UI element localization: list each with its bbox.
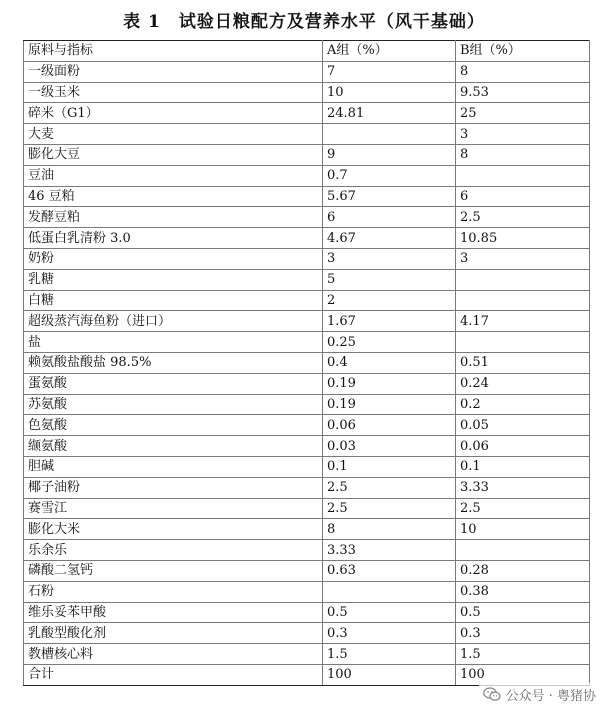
- ingredient-cell: 一级玉米: [24, 82, 323, 103]
- ingredient-cell: 椰子油粉: [24, 477, 323, 498]
- group-a-cell: 24.81: [323, 103, 456, 124]
- table-row: [24, 124, 590, 145]
- group-b-cell: 10.85: [456, 228, 590, 249]
- table-row: [24, 311, 590, 332]
- group-a-cell: 0.06: [323, 415, 456, 436]
- table-row: [24, 415, 590, 436]
- table-row: [24, 207, 590, 228]
- group-b-cell: 0.1: [456, 456, 590, 477]
- table-row: [24, 436, 590, 457]
- table-row: [24, 581, 590, 602]
- group-b-cell: [456, 269, 590, 290]
- watermark: [479, 683, 600, 706]
- ingredient-cell: 碎米（G1）: [24, 103, 323, 124]
- ingredient-cell: 乳糖: [24, 269, 323, 290]
- ingredient-cell: 膨化大豆: [24, 144, 323, 165]
- wechat-icon: [483, 687, 501, 702]
- group-b-cell: 0.24: [456, 373, 590, 394]
- table-row: [24, 82, 590, 103]
- group-b-cell: 4.17: [456, 311, 590, 332]
- ingredient-cell: 赛雪江: [24, 498, 323, 519]
- ingredient-cell: 乐余乐: [24, 540, 323, 561]
- table-row: [24, 144, 590, 165]
- group-a-cell: 9: [323, 144, 456, 165]
- group-b-cell: 0.05: [456, 415, 590, 436]
- group-a-cell: 3.33: [323, 540, 456, 561]
- ingredient-cell: 蛋氨酸: [24, 373, 323, 394]
- group-b-cell: 3: [456, 124, 590, 145]
- group-b-cell: 8: [456, 61, 590, 82]
- table-row: [24, 394, 590, 415]
- group-a-cell: 0.4: [323, 352, 456, 373]
- group-a-cell: 6: [323, 207, 456, 228]
- group-b-cell: 0.06: [456, 436, 590, 457]
- group-a-cell: [323, 581, 456, 602]
- group-b-cell: 3: [456, 248, 590, 269]
- table-row: [24, 623, 590, 644]
- group-b-cell: 1.5: [456, 644, 590, 665]
- group-b-cell: 2.5: [456, 498, 590, 519]
- table-row: [24, 228, 590, 249]
- group-a-cell: 0.19: [323, 394, 456, 415]
- table-row: [24, 519, 590, 540]
- group-a-cell: 1.5: [323, 644, 456, 665]
- table-row: [24, 498, 590, 519]
- group-b-cell: 8: [456, 144, 590, 165]
- group-a-cell: 5.67: [323, 186, 456, 207]
- group-a-cell: 4.67: [323, 228, 456, 249]
- ingredient-cell: 超级蒸汽海鱼粉（进口）: [24, 311, 323, 332]
- total-label: 合计: [24, 664, 323, 685]
- ingredient-cell: 维乐妥苯甲酸: [24, 602, 323, 623]
- watermark-text: 公众号 · 粤猪协: [505, 689, 596, 704]
- group-b-cell: 6: [456, 186, 590, 207]
- table-body: [24, 61, 590, 664]
- ingredient-cell: 膨化大米: [24, 519, 323, 540]
- group-a-cell: [323, 124, 456, 145]
- group-a-cell: 7: [323, 61, 456, 82]
- group-a-cell: 2.5: [323, 477, 456, 498]
- group-a-cell: 0.03: [323, 436, 456, 457]
- group-a-cell: 0.3: [323, 623, 456, 644]
- group-a-cell: 0.19: [323, 373, 456, 394]
- group-b-cell: 25: [456, 103, 590, 124]
- total-group-b: 100: [456, 664, 590, 685]
- table-row: [24, 61, 590, 82]
- table-title: 表 1 试验日粮配方及营养水平（风干基础）: [123, 12, 485, 32]
- ingredient-cell: 教槽核心料: [24, 644, 323, 665]
- group-b-cell: 10: [456, 519, 590, 540]
- ingredient-cell: 缬氨酸: [24, 436, 323, 457]
- group-b-cell: 9.53: [456, 82, 590, 103]
- group-b-cell: 2.5: [456, 207, 590, 228]
- table-row: [24, 332, 590, 353]
- ingredient-cell: 磷酸二氢钙: [24, 560, 323, 581]
- ingredient-cell: 豆油: [24, 165, 323, 186]
- group-b-cell: 0.5: [456, 602, 590, 623]
- group-a-cell: 0.7: [323, 165, 456, 186]
- group-b-cell: [456, 540, 590, 561]
- table-row: [24, 644, 590, 665]
- ingredient-cell: 大麦: [24, 124, 323, 145]
- table-row: [24, 477, 590, 498]
- ingredient-cell: 一级面粉: [24, 61, 323, 82]
- group-a-cell: 0.5: [323, 602, 456, 623]
- ingredient-cell: 低蛋白乳清粉 3.0: [24, 228, 323, 249]
- table-row: [24, 560, 590, 581]
- group-b-cell: [456, 332, 590, 353]
- table-row: [24, 352, 590, 373]
- table-row: [24, 248, 590, 269]
- diet-formula-table: [23, 40, 590, 686]
- group-a-cell: 1.67: [323, 311, 456, 332]
- group-b-cell: 0.3: [456, 623, 590, 644]
- ingredient-cell: 发酵豆粕: [24, 207, 323, 228]
- ingredient-cell: 石粉: [24, 581, 323, 602]
- table-row: [24, 186, 590, 207]
- group-a-cell: 0.63: [323, 560, 456, 581]
- table-row: [24, 602, 590, 623]
- group-b-cell: 0.28: [456, 560, 590, 581]
- group-b-cell: 0.2: [456, 394, 590, 415]
- group-b-cell: 0.51: [456, 352, 590, 373]
- ingredient-cell: 奶粉: [24, 248, 323, 269]
- group-a-cell: 5: [323, 269, 456, 290]
- header-ingredient: 原料与指标: [24, 41, 323, 62]
- group-b-cell: 0.38: [456, 581, 590, 602]
- group-a-cell: 2: [323, 290, 456, 311]
- group-b-cell: [456, 290, 590, 311]
- ingredient-cell: 苏氨酸: [24, 394, 323, 415]
- ingredient-cell: 46 豆粕: [24, 186, 323, 207]
- total-group-a: 100: [323, 664, 456, 685]
- group-a-cell: 2.5: [323, 498, 456, 519]
- ingredient-cell: 胆碱: [24, 456, 323, 477]
- table-row: [24, 290, 590, 311]
- group-a-cell: 0.1: [323, 456, 456, 477]
- table-row: [24, 456, 590, 477]
- table-header-row: [24, 41, 590, 62]
- header-group-a: A组（%）: [323, 41, 456, 62]
- header-group-b: B组（%）: [456, 41, 590, 62]
- group-a-cell: 3: [323, 248, 456, 269]
- ingredient-cell: 白糖: [24, 290, 323, 311]
- table-row: [24, 540, 590, 561]
- group-a-cell: 8: [323, 519, 456, 540]
- group-b-cell: 3.33: [456, 477, 590, 498]
- table-row: [24, 165, 590, 186]
- ingredient-cell: 赖氨酸盐酸盐 98.5%: [24, 352, 323, 373]
- group-a-cell: 10: [323, 82, 456, 103]
- ingredient-cell: 色氨酸: [24, 415, 323, 436]
- table-row: [24, 269, 590, 290]
- ingredient-cell: 盐: [24, 332, 323, 353]
- table-row: [24, 373, 590, 394]
- ingredient-cell: 乳酸型酸化剂: [24, 623, 323, 644]
- group-a-cell: 0.25: [323, 332, 456, 353]
- table-row: [24, 103, 590, 124]
- group-b-cell: [456, 165, 590, 186]
